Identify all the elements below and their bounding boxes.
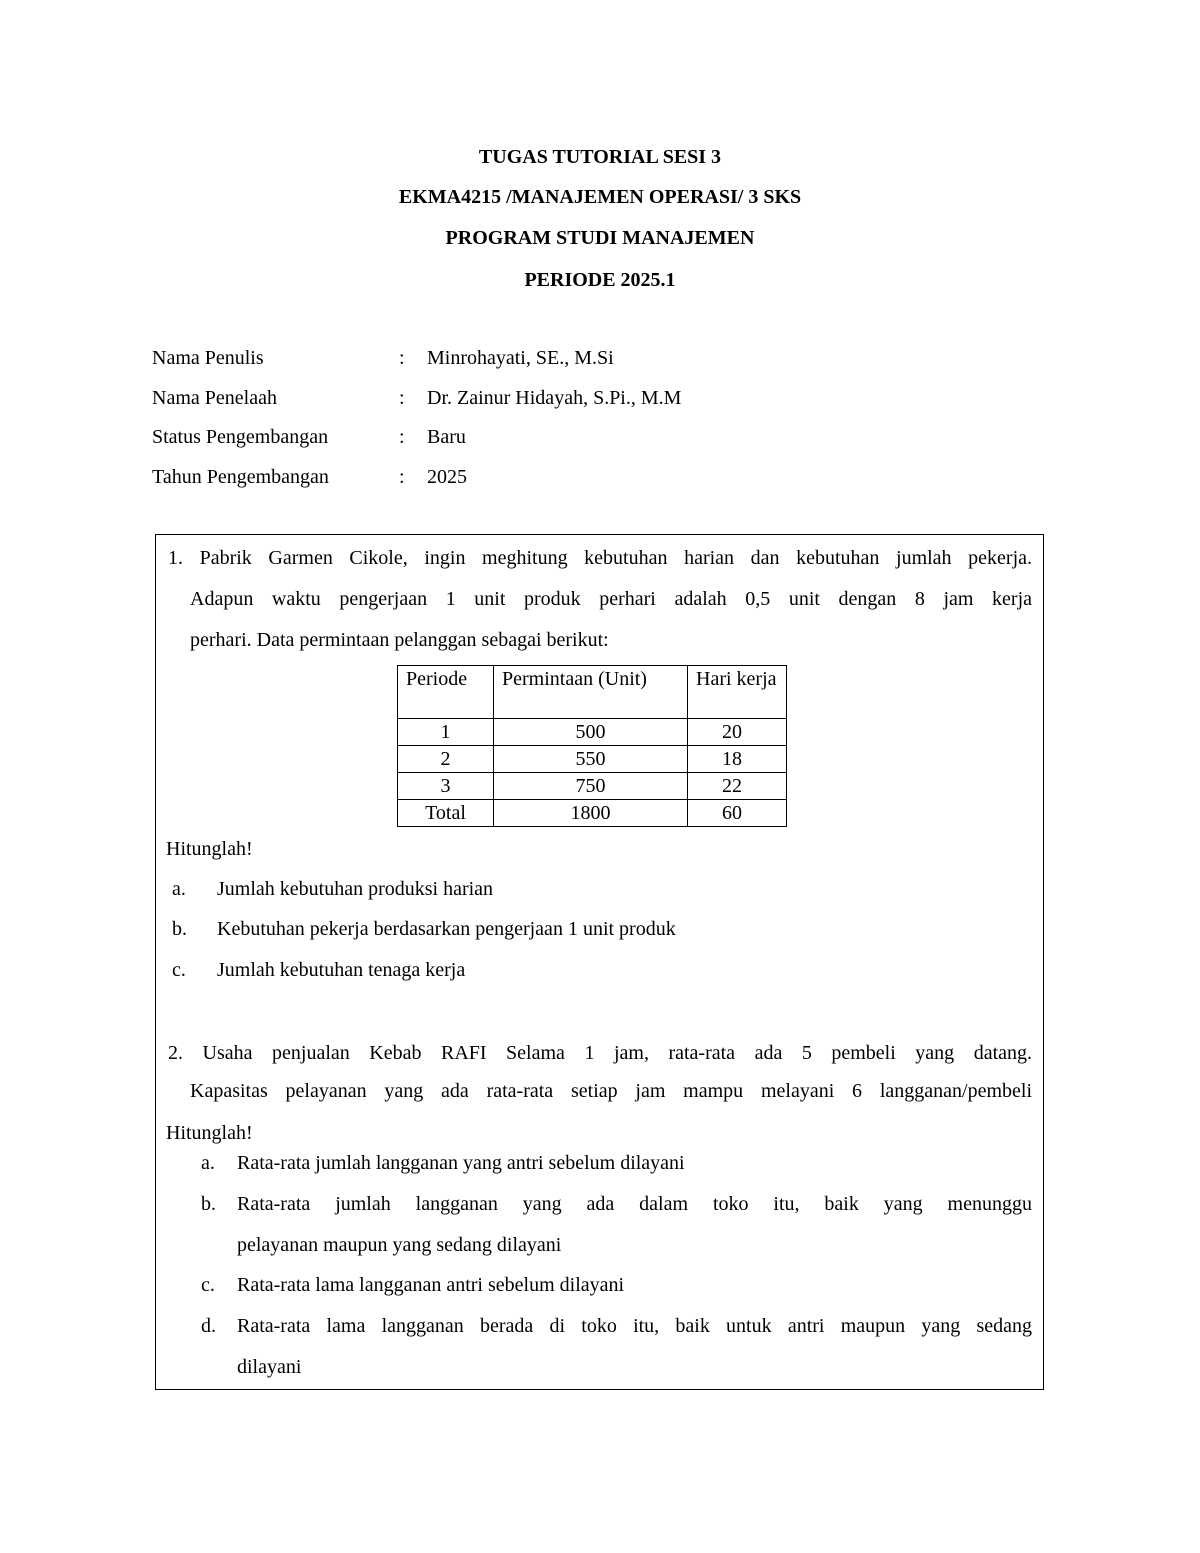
q2-item-text: Rata-rata jumlah langganan yang ada dalam toko itu, baik yang menunggu (237, 1193, 1032, 1215)
q2-prompt: Hitunglah! (166, 1122, 253, 1144)
q1-line-1: 1. Pabrik Garmen Cikole, ingin meghitung kebutuhan harian dan kebutuhan jumlah pekerja. (168, 547, 1032, 569)
table-row (398, 773, 787, 800)
q2-item-marker: b. (201, 1193, 216, 1215)
table-cell: 1800 (494, 800, 688, 827)
table-row (398, 800, 787, 827)
table-row (398, 719, 787, 746)
table-cell: 20 (688, 719, 787, 746)
title-line-4: PERIODE 2025.1 (524, 269, 676, 291)
info-value: Minrohayati, SE., M.Si (427, 347, 614, 369)
info-value: Dr. Zainur Hidayah, S.Pi., M.M (427, 387, 682, 409)
table-cell: 60 (688, 800, 787, 827)
table-cell: 18 (688, 746, 787, 773)
q2-item-marker: a. (201, 1152, 215, 1174)
table-row (398, 746, 787, 773)
table-cell: 500 (494, 719, 688, 746)
info-value: Baru (427, 426, 466, 448)
info-label: Nama Penulis (152, 347, 264, 369)
q2-line-1: 2. Usaha penjualan Kebab RAFI Selama 1 jam, rata-rata ada 5 pembeli yang datang. (168, 1042, 1032, 1064)
q2-line-2: Kapasitas pelayanan yang ada rata-rata setiap jam mampu melayani 6 langganan/pembeli (190, 1080, 1032, 1102)
q1-item-text: Jumlah kebutuhan tenaga kerja (217, 959, 466, 981)
table-header-cell: Periode (398, 666, 494, 719)
info-colon: : (399, 426, 405, 448)
info-label: Status Pengembangan (152, 426, 329, 448)
info-colon: : (399, 387, 405, 409)
q2-item-text: Rata-rata lama langganan antri sebelum dilayani (237, 1274, 625, 1296)
q1-item-marker: b. (172, 918, 187, 940)
q1-prompt: Hitunglah! (166, 838, 253, 860)
q2-item-text: Rata-rata jumlah langganan yang antri sebelum dilayani (237, 1152, 685, 1174)
title-line-1: TUGAS TUTORIAL SESI 3 (478, 146, 722, 168)
q1-line-2: Adapun waktu pengerjaan 1 unit produk perhari adalah 0,5 unit dengan 8 jam kerja (190, 588, 1032, 610)
q1-item-marker: a. (172, 878, 186, 900)
table-cell: 3 (398, 773, 494, 800)
info-label: Tahun Pengembangan (152, 466, 329, 488)
info-colon: : (399, 347, 405, 369)
q1-item-text: Jumlah kebutuhan produksi harian (217, 878, 494, 900)
demand-table (397, 665, 787, 827)
q2-item-marker: d. (201, 1315, 216, 1337)
table-cell: 750 (494, 773, 688, 800)
table-cell: Total (398, 800, 494, 827)
q2-item-text: Rata-rata lama langganan berada di toko itu, baik untuk antri maupun yang sedang (237, 1315, 1032, 1337)
q1-item-marker: c. (172, 959, 186, 981)
q1-item-text: Kebutuhan pekerja berdasarkan pengerjaan 1 unit produk (217, 918, 676, 940)
table-cell: 550 (494, 746, 688, 773)
table-cell: 22 (688, 773, 787, 800)
table-header-row (398, 666, 787, 719)
q2-item-marker: c. (201, 1274, 215, 1296)
table-header-cell: Hari kerja (688, 666, 787, 719)
title-line-3: PROGRAM STUDI MANAJEMEN (445, 227, 755, 249)
q1-line-3: perhari. Data permintaan pelanggan sebagai berikut: (190, 629, 609, 651)
info-label: Nama Penelaah (152, 387, 277, 409)
table-header-cell: Permintaan (Unit) (494, 666, 688, 719)
q2-item-text-continued: dilayani (237, 1356, 302, 1378)
info-colon: : (399, 466, 405, 488)
q2-item-text-continued: pelayanan maupun yang sedang dilayani (237, 1234, 562, 1256)
title-line-2: EKMA4215 /MANAJEMEN OPERASI/ 3 SKS (398, 186, 802, 208)
table-cell: 1 (398, 719, 494, 746)
table-cell: 2 (398, 746, 494, 773)
info-value: 2025 (427, 466, 467, 488)
